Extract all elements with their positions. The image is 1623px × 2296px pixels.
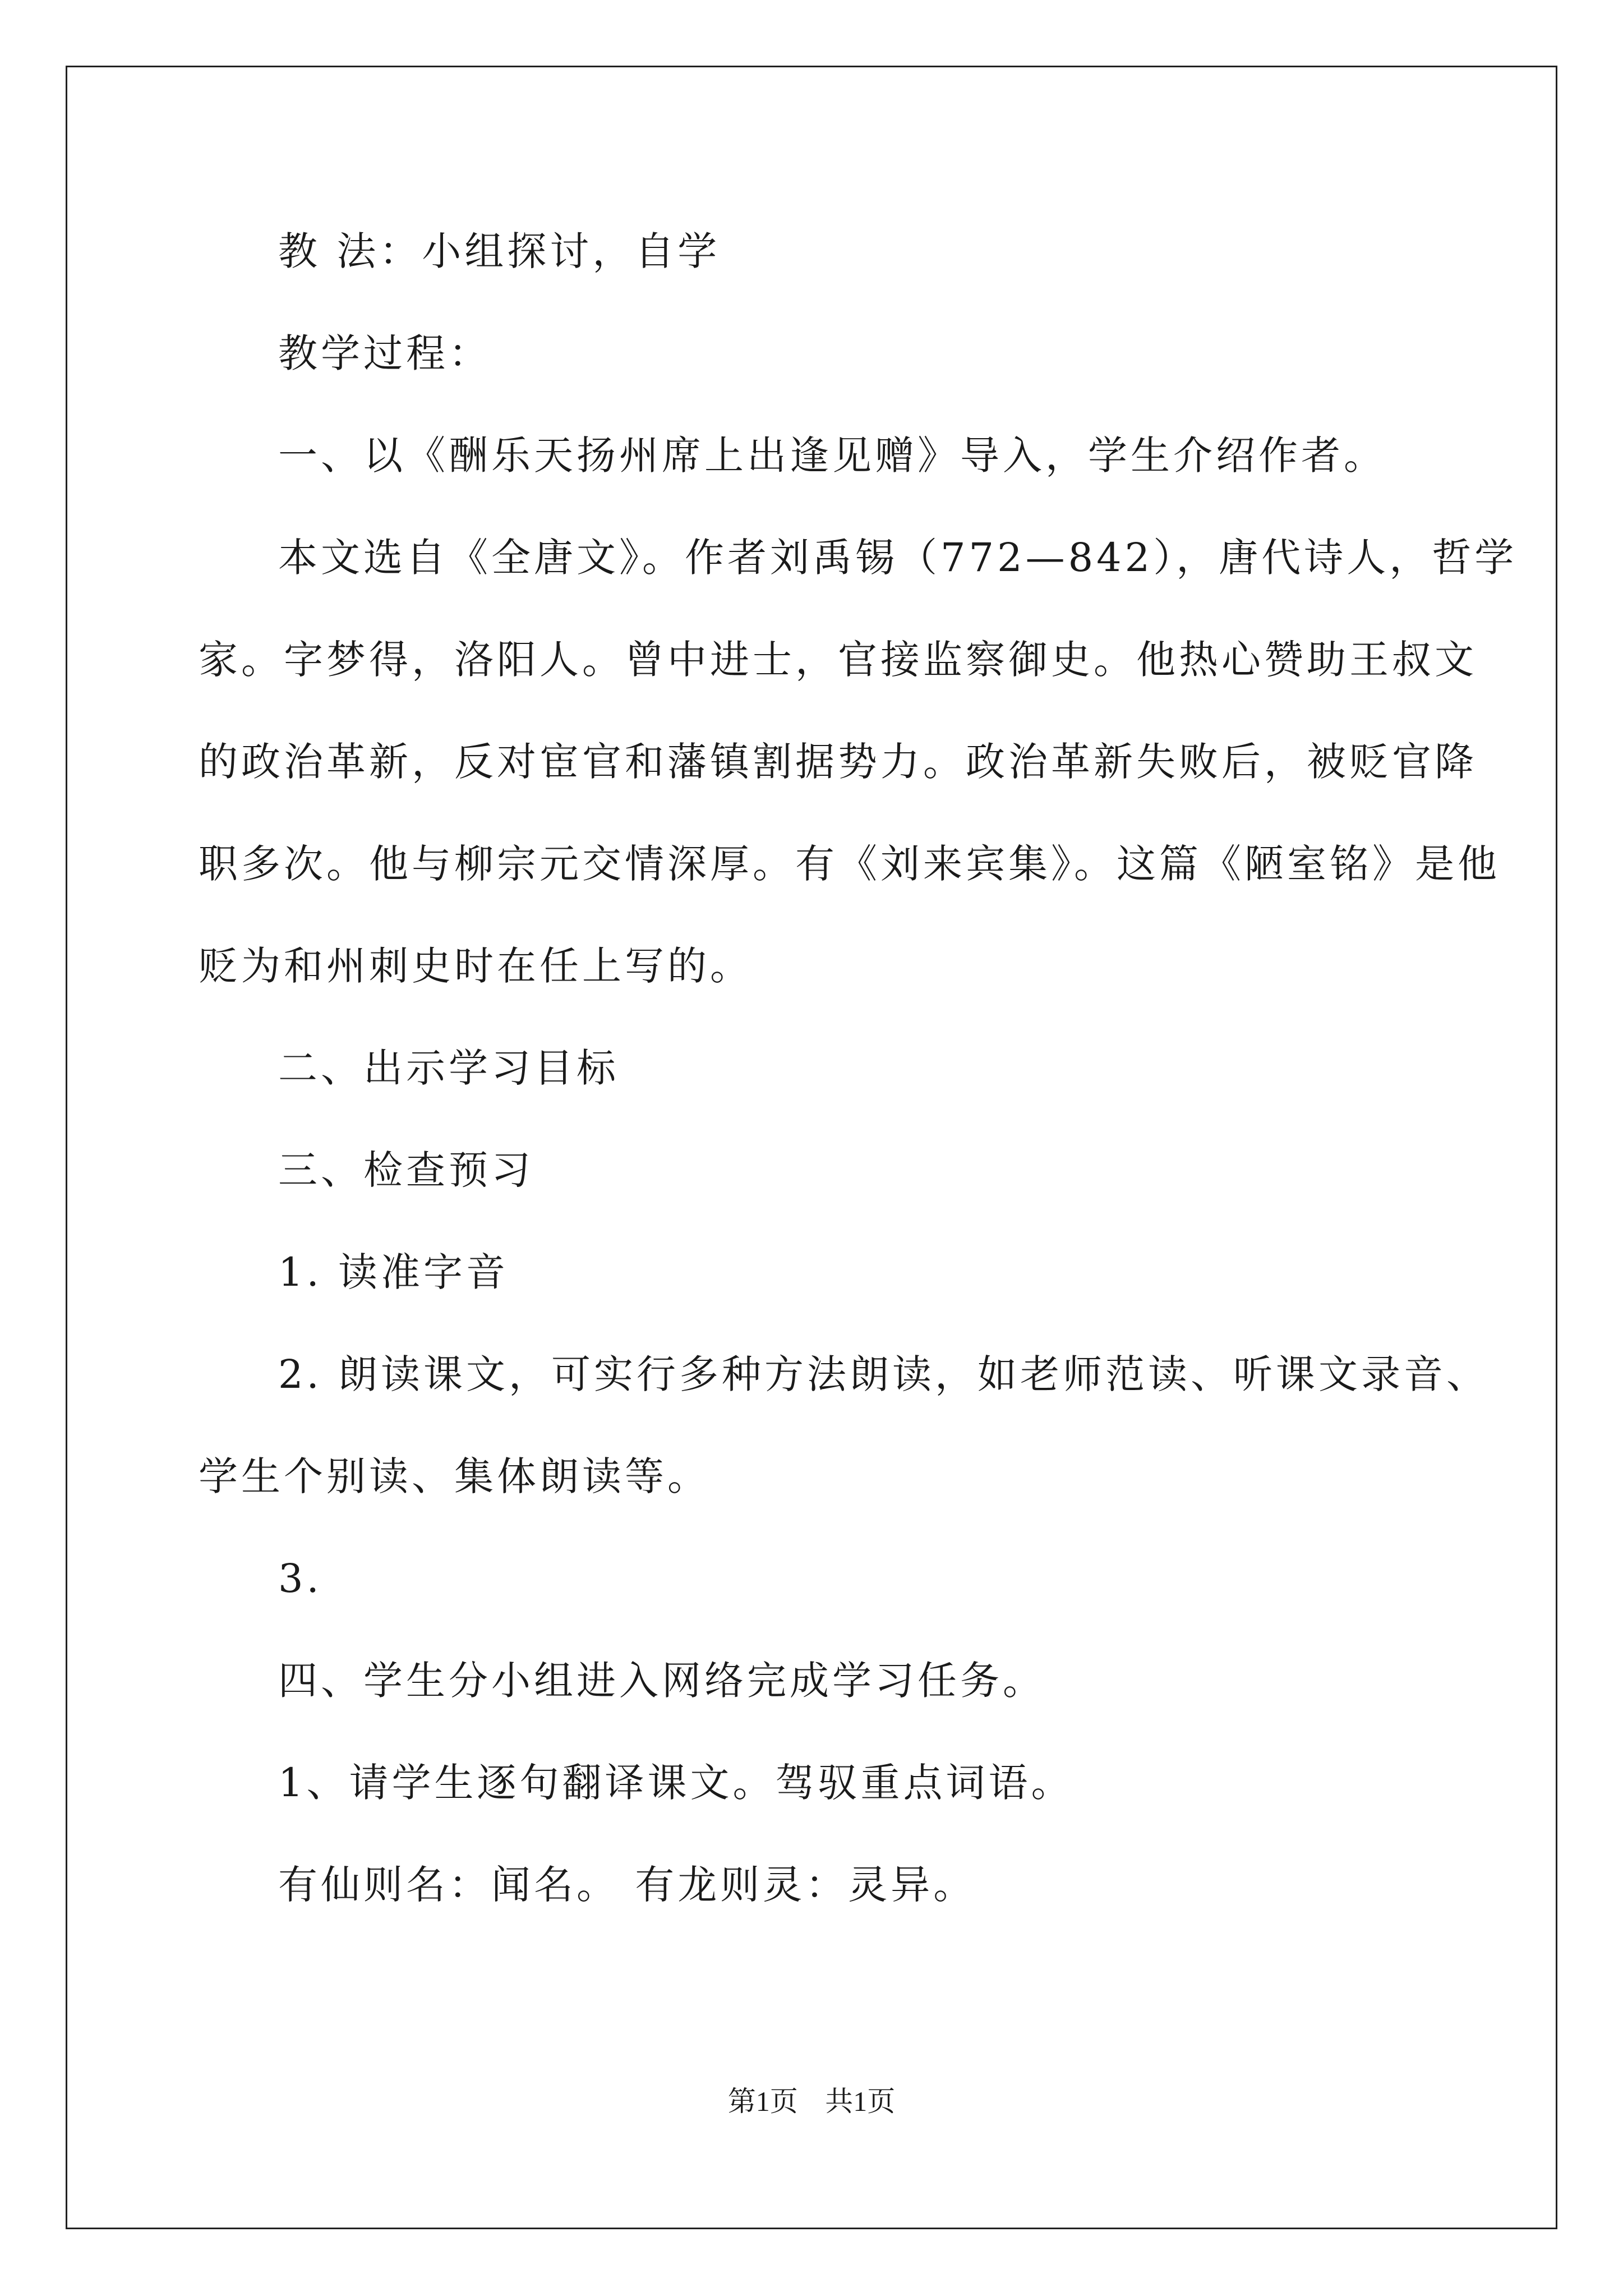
paragraph-step-three: 三、检查预习 <box>278 1147 534 1193</box>
paragraph-author-intro-cont-3: 职多次。他与柳宗元交情深厚。有《刘来宾集》。这篇《陋室铭》是他 <box>199 841 1500 887</box>
list-item-three: 3. <box>278 1556 322 1602</box>
list-item-reading-cont: 学生个别读、集体朗读等。 <box>199 1453 710 1499</box>
paragraph-author-intro-cont-2: 的政治革新，反对宦官和藩镇割据势力。政治革新失败后，被贬官降 <box>199 739 1477 785</box>
paragraph-vocabulary: 有仙则名：闻名。 有龙则灵：灵异。 <box>278 1862 976 1908</box>
list-item-translate: 1、请学生逐句翻译课文。驾驭重点词语。 <box>278 1760 1074 1806</box>
paragraph-step-four: 四、学生分小组进入网络完成学习任务。 <box>278 1658 1045 1704</box>
paragraph-process-heading: 教学过程： <box>278 330 491 376</box>
paragraph-step-two: 二、出示学习目标 <box>278 1045 619 1091</box>
page-total: 共1页 <box>825 2086 896 2117</box>
paragraph-method: 教 法：小组探讨，自学 <box>278 228 721 274</box>
list-item-pronunciation: 1. 读准字音 <box>278 1249 509 1295</box>
paragraph-author-intro: 本文选自《全唐文》。作者刘禹锡（772—842），唐代诗人，哲学 <box>278 535 1518 581</box>
paragraph-author-intro-cont-4: 贬为和州刺史时在任上写的。 <box>199 943 753 989</box>
page-footer <box>0 2085 1623 2118</box>
paragraph-step-one: 一、以《酬乐天扬州席上出逢见赠》导入，学生介绍作者。 <box>278 432 1386 478</box>
page-number: 第1页 <box>727 2086 798 2117</box>
paragraph-author-intro-cont-1: 家。字梦得，洛阳人。曾中进士，官接监察御史。他热心赞助王叔文 <box>199 637 1477 683</box>
list-item-reading: 2. 朗读课文，可实行多种方法朗读，如老师范读、听课文录音、 <box>278 1351 1490 1397</box>
